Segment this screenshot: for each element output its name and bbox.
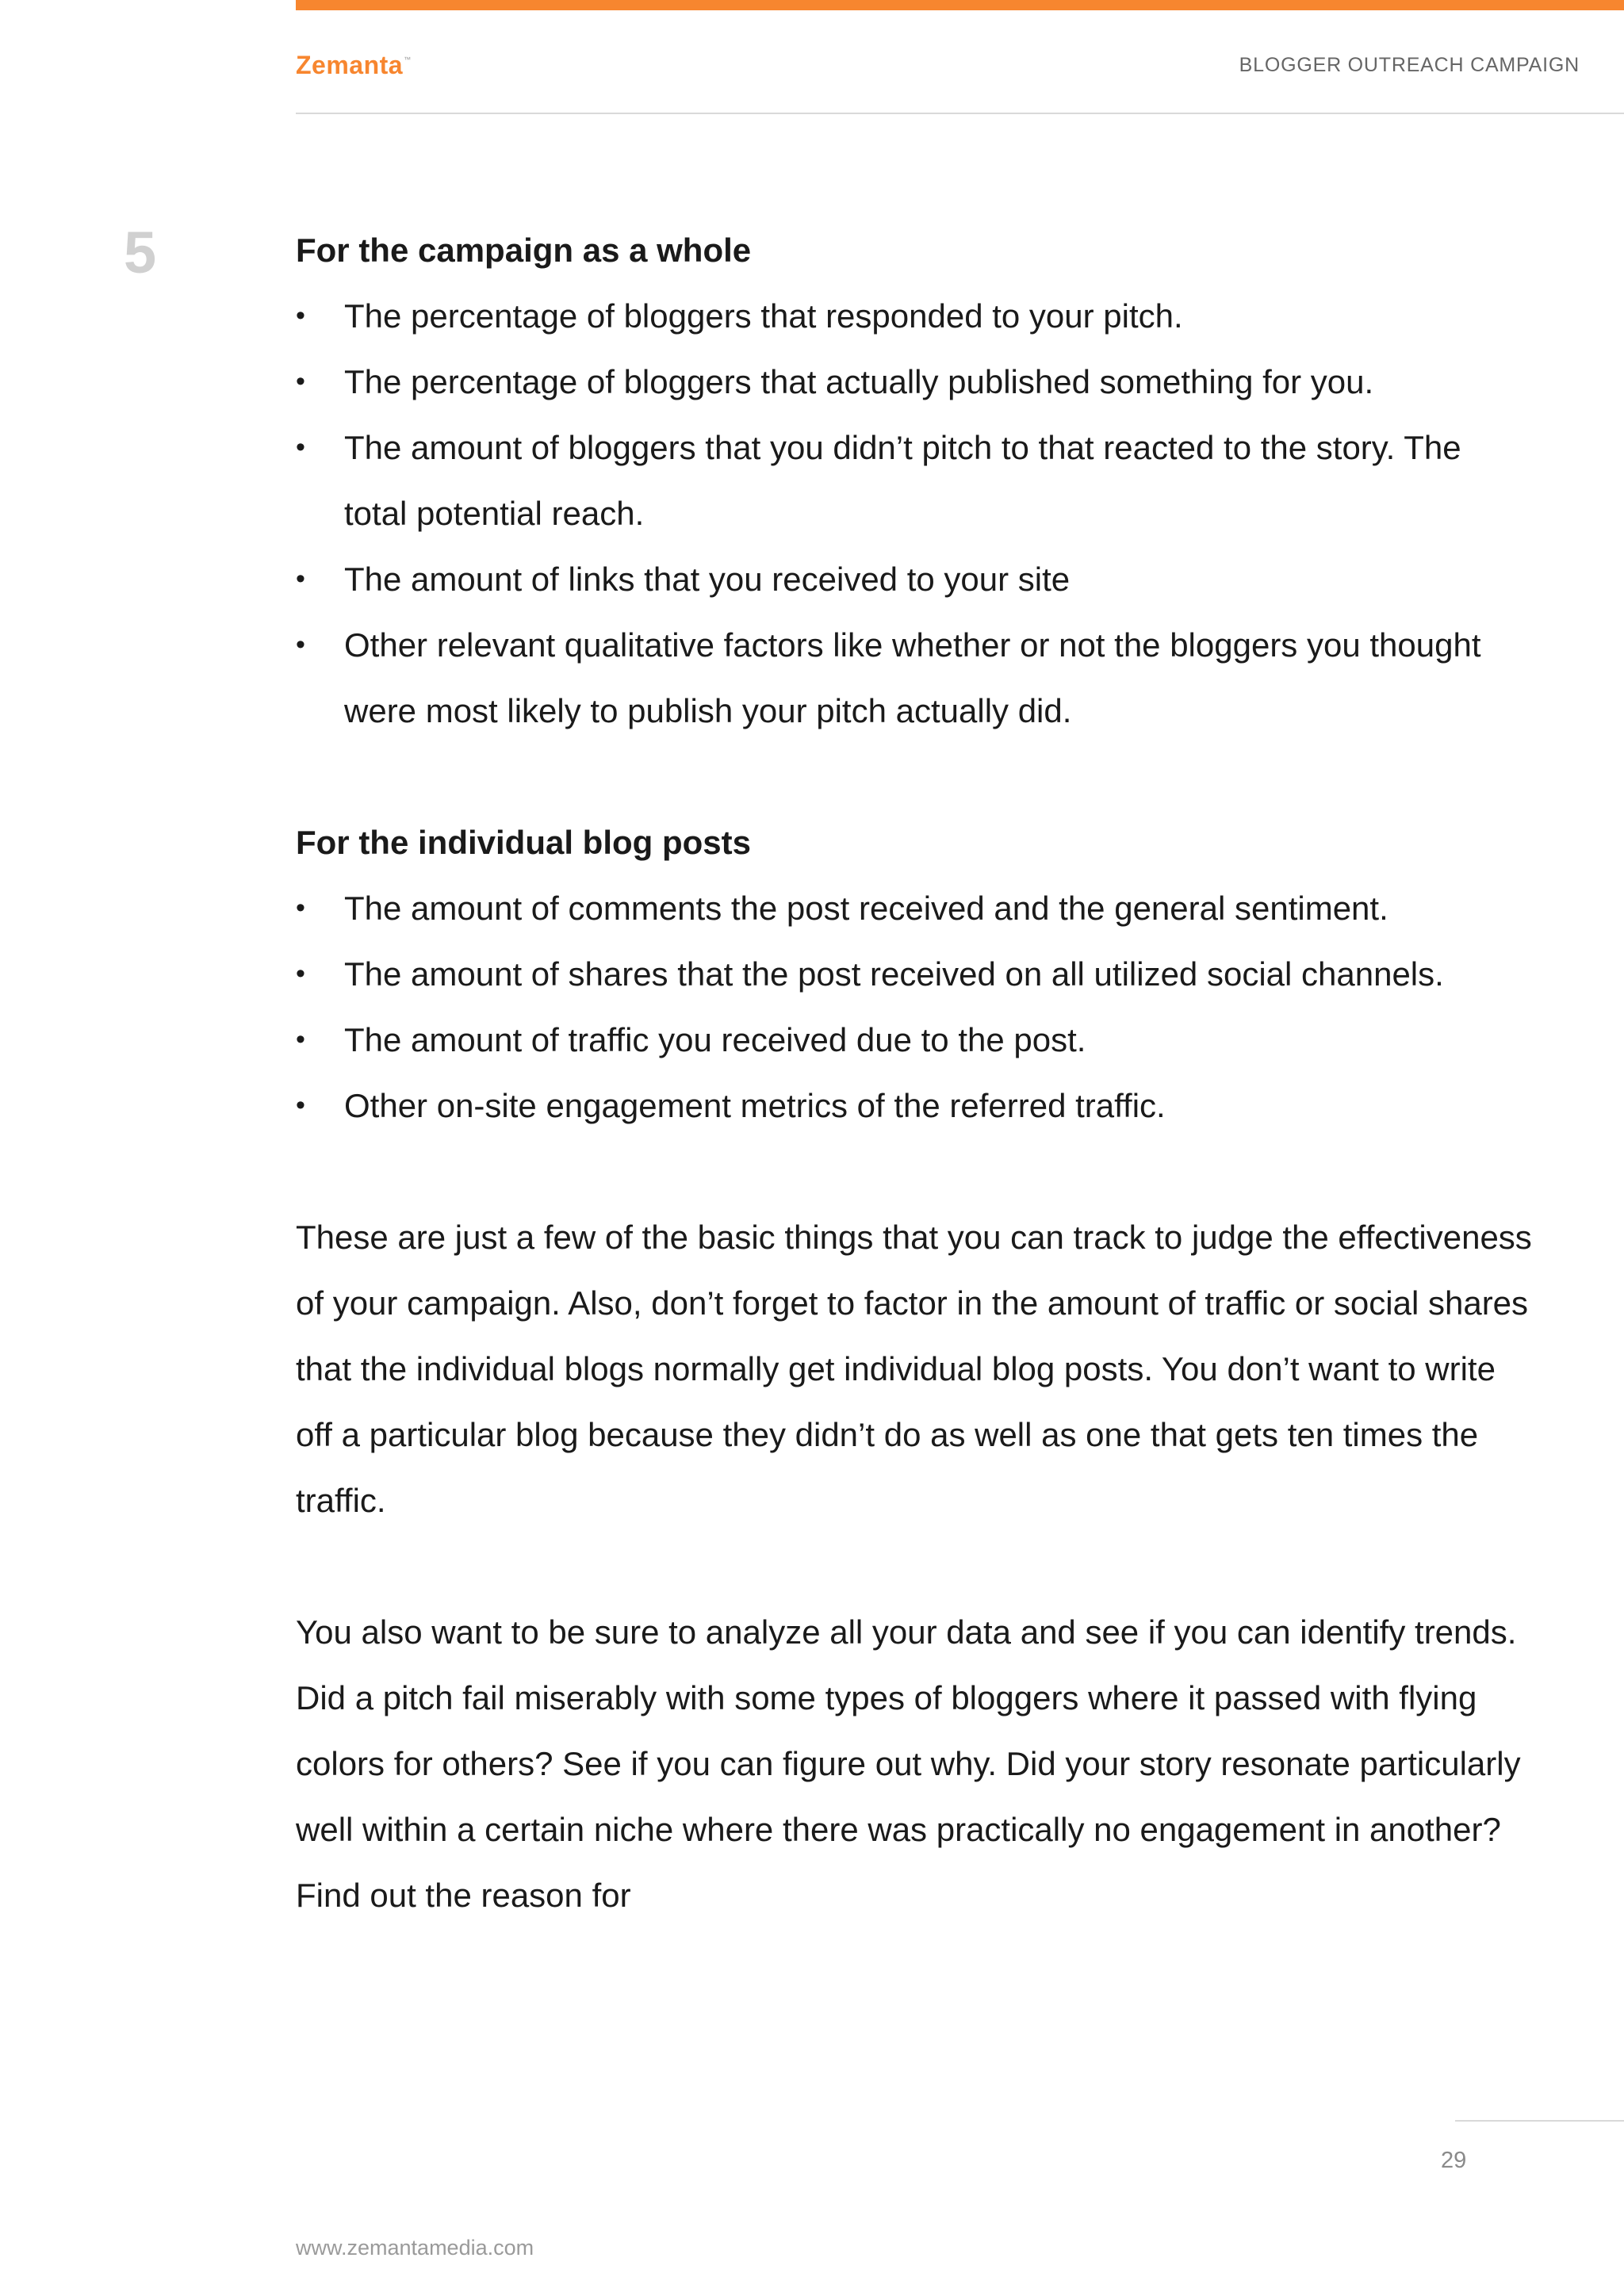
section-heading-posts: For the individual blog posts — [296, 824, 751, 861]
chapter-number: 5 — [124, 220, 157, 285]
list-item-text: Other on-site engagement metrics of the referred traffic. — [344, 1087, 1166, 1124]
body-paragraph: You also want to be sure to analyze all your data and see if you can identify trends. Did a pitch fail miserably with some types of bloggers where it passed with flying colors for others? See if you can figure out why. Did your story resonate particularly well within a certain niche where there was practically no engagement in another? Find out the reason for — [296, 1613, 1521, 1914]
zemanta-logo — [296, 51, 411, 80]
list-item — [296, 546, 1533, 612]
bullet-icon: • — [296, 1024, 305, 1054]
list-item — [296, 612, 1533, 744]
list-item — [296, 1073, 1533, 1138]
list-item-text: The percentage of bloggers that responded to your pitch. — [344, 297, 1183, 335]
footer-divider — [1455, 2120, 1624, 2122]
spacer — [296, 1533, 1533, 1599]
bullet-icon: • — [296, 300, 305, 331]
bullet-icon: • — [296, 564, 305, 594]
header-divider — [296, 113, 1624, 114]
list-item-text: The percentage of bloggers that actually published something for you. — [344, 363, 1374, 400]
section-heading-campaign: For the campaign as a whole — [296, 232, 752, 269]
bullet-icon: • — [296, 629, 305, 660]
page-number: 29 — [1441, 2148, 1467, 2173]
bullet-icon: • — [296, 893, 305, 923]
body-paragraph: These are just a few of the basic things that you can track to judge the effectiveness of your campaign. Also, don’t forget to factor in the amount of traffic or social shares that the individual blogs normally get individual blog posts. You don’t want to write off a particular blog because they didn’t do as well as one that gets ten times the traffic. — [296, 1219, 1532, 1519]
list-item-text: The amount of comments the post received and the general sentiment. — [344, 890, 1388, 927]
list-item — [296, 349, 1533, 415]
list-item-text: The amount of traffic you received due to the post. — [344, 1021, 1086, 1058]
spacer — [296, 744, 1533, 809]
spacer — [296, 1138, 1533, 1204]
logo-text: Zemanta — [296, 51, 404, 79]
list-item-text: The amount of bloggers that you didn’t pitch to that reacted to the story. The total potential reach. — [344, 429, 1461, 532]
bullet-icon: • — [296, 959, 305, 989]
list-item-text: Other relevant qualitative factors like whether or not the bloggers you thought were most likely to publish your pitch actually did. — [344, 626, 1481, 729]
post-metrics-list — [296, 875, 1533, 1138]
bullet-icon: • — [296, 432, 305, 462]
document-title: BLOGGER OUTREACH CAMPAIGN — [1239, 54, 1580, 76]
list-item — [296, 1007, 1533, 1073]
top-accent-bar — [296, 0, 1624, 10]
page-content — [296, 217, 1533, 1928]
list-item — [296, 415, 1533, 546]
list-item-text: The amount of shares that the post received on all utilized social channels. — [344, 955, 1444, 993]
footer-url: www.zemantamedia.com — [296, 2236, 534, 2260]
trademark-mark: ™ — [404, 55, 412, 63]
list-item — [296, 875, 1533, 941]
bullet-icon: • — [296, 1090, 305, 1120]
list-item — [296, 283, 1533, 349]
list-item — [296, 941, 1533, 1007]
bullet-icon: • — [296, 366, 305, 396]
campaign-metrics-list — [296, 283, 1533, 744]
list-item-text: The amount of links that you received to your site — [344, 561, 1071, 598]
